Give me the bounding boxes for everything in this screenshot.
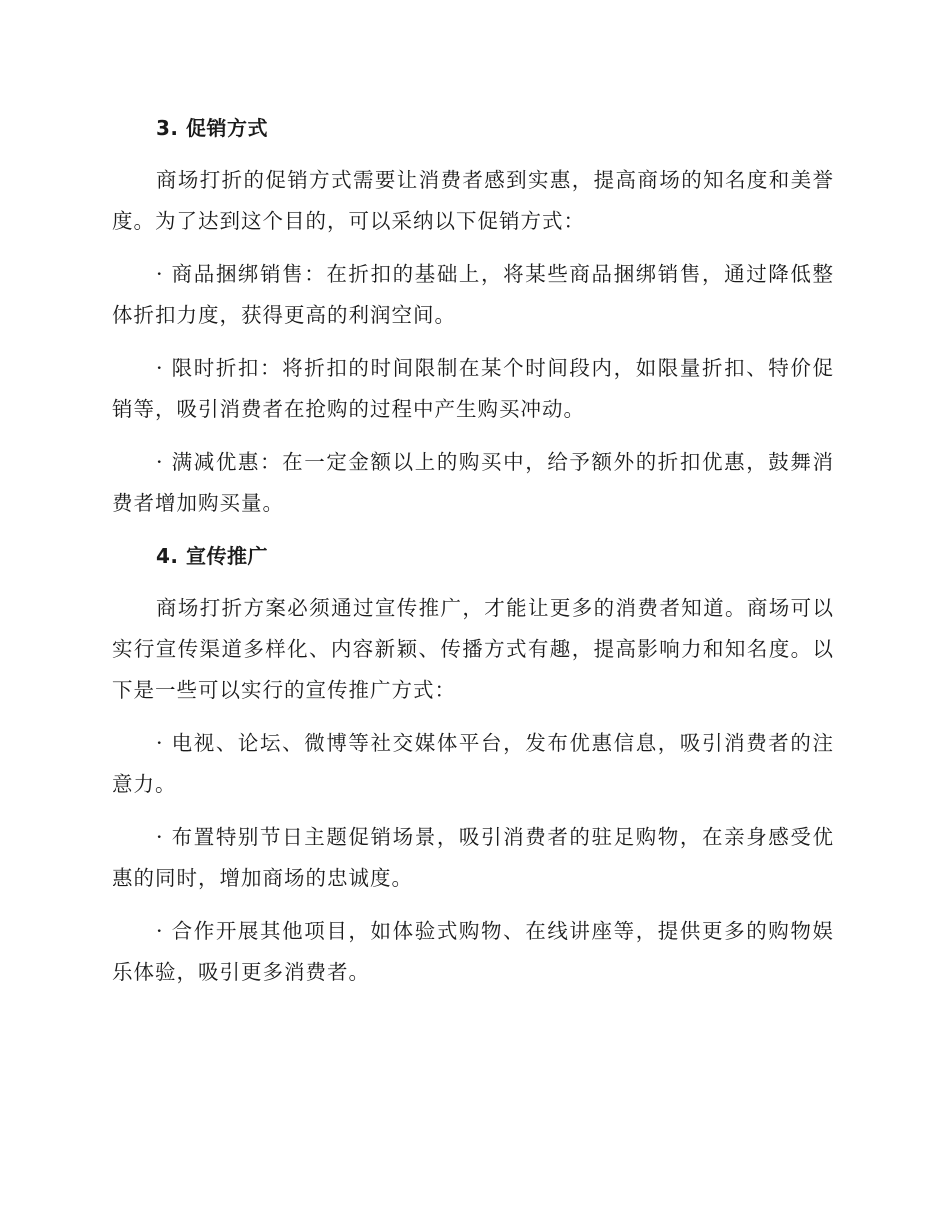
section-heading: 4. 宣传推广 xyxy=(156,544,268,568)
section-publicity xyxy=(112,538,834,993)
bullet-paragraph: · 布置特别节日主题促销场景，吸引消费者的驻足购物，在亲身感受优惠的同时，增加商场的忠诚度。 xyxy=(112,825,834,890)
bullet-paragraph: · 满减优惠：在一定金额以上的购买中，给予额外的折扣优惠，鼓舞消费者增加购买量。 xyxy=(112,450,834,515)
bullet-paragraph: · 限时折扣：将折扣的时间限制在某个时间段内，如限量折扣、特价促销等，吸引消费者在抢购的过程中产生购买冲动。 xyxy=(112,356,834,421)
section-heading: 3. 促销方式 xyxy=(156,116,268,140)
bullet-paragraph: · 商品捆绑销售：在折扣的基础上，将某些商品捆绑销售，通过降低整体折扣力度，获得更高的利润空间。 xyxy=(112,262,834,327)
paragraph: 商场打折方案必须通过宣传推广，才能让更多的消费者知道。商场可以实行宣传渠道多样化、内容新颖、传播方式有趣，提高影响力和知名度。以下是一些可以实行的宣传推广方式： xyxy=(112,596,834,702)
section-promotion-methods xyxy=(112,110,834,524)
document-page xyxy=(112,110,834,1005)
bullet-paragraph: · 电视、论坛、微博等社交媒体平台，发布优惠信息，吸引消费者的注意力。 xyxy=(112,731,834,796)
paragraph: 商场打折的促销方式需要让消费者感到实惠，提高商场的知名度和美誉度。为了达到这个目的，可以采纳以下促销方式： xyxy=(112,168,834,233)
bullet-paragraph: · 合作开展其他项目，如体验式购物、在线讲座等，提供更多的购物娱乐体验，吸引更多消费者。 xyxy=(112,919,834,984)
